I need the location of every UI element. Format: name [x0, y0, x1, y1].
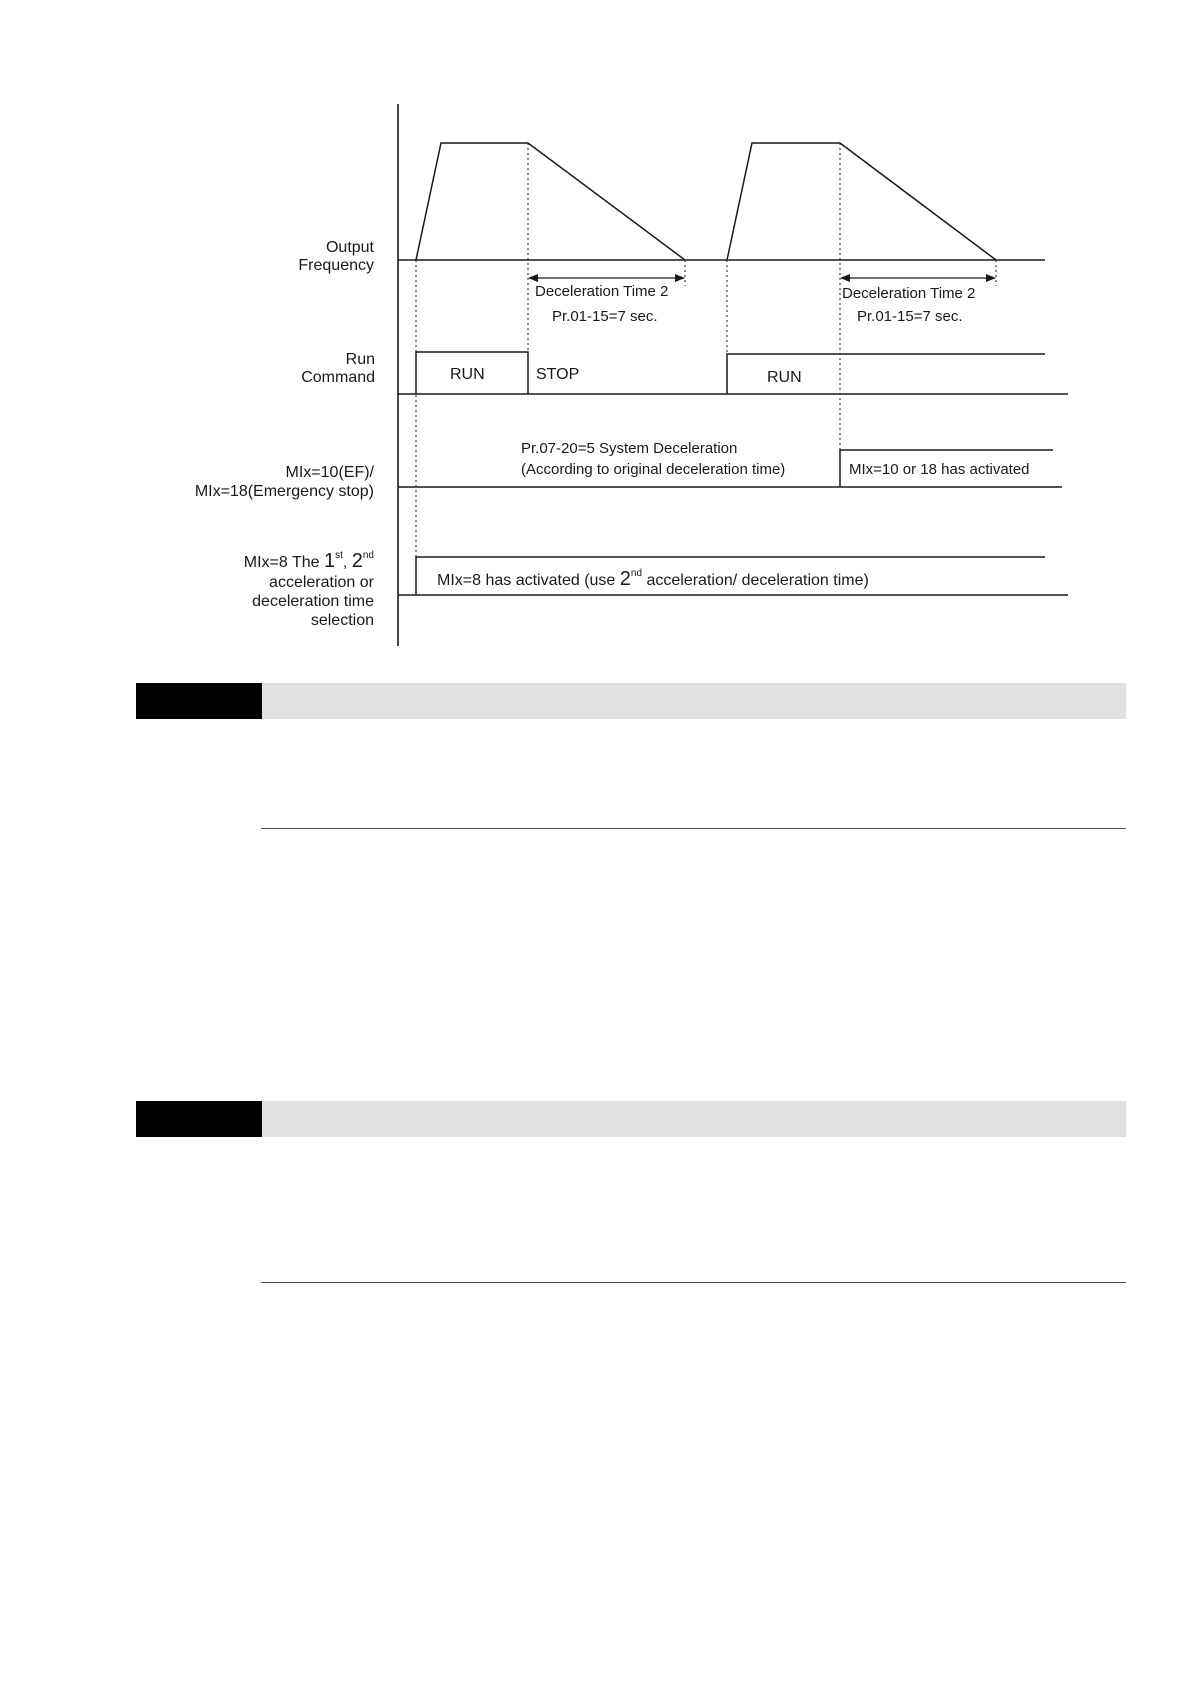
frequency-waveform-2 — [727, 143, 996, 260]
accel-activated-label — [437, 568, 869, 590]
decel-param-label-1: Pr.01-15=7 sec. — [552, 308, 658, 325]
accel-activated-num: 2 — [619, 568, 631, 590]
label-mix-accel-num2: 2 — [351, 550, 363, 572]
accel-activated-suffix: acceleration/ deceleration time) — [642, 572, 869, 589]
ef-activated-label: MIx=10 or 18 has activated — [849, 461, 1030, 478]
section-divider — [261, 1282, 1126, 1283]
run-label-1: RUN — [450, 366, 485, 383]
label-run-command-1: Run — [345, 351, 375, 368]
section-header-bar — [136, 1101, 1126, 1137]
accel-activated-sup: nd — [630, 568, 643, 579]
section-divider — [261, 828, 1126, 829]
label-mix-accel-3: deceleration time — [252, 593, 374, 610]
accel-activated-prefix: MIx=8 has activated (use — [437, 572, 620, 589]
stop-label: STOP — [536, 366, 580, 383]
label-mix-accel-comma: , — [342, 554, 352, 571]
label-output-frequency-1: Output — [325, 239, 374, 256]
label-mix-ef-1: MIx=10(EF)/ — [285, 464, 374, 481]
label-mix-accel-4: selection — [310, 612, 374, 629]
section-header-block — [136, 683, 262, 719]
label-mix-accel-prefix: MIx=8 The — [243, 554, 324, 571]
label-run-command-2: Command — [301, 369, 375, 386]
decel-param-label-2: Pr.01-15=7 sec. — [857, 308, 963, 325]
label-mix-accel-num1: 1 — [323, 550, 336, 572]
system-decel-line-2: (According to original deceleration time) — [521, 461, 786, 478]
label-mix-ef-2: MIx=18(Emergency stop) — [194, 483, 374, 500]
label-mix-accel-sup1: st — [335, 550, 343, 561]
system-decel-line-1: Pr.07-20=5 System Deceleration — [521, 440, 738, 457]
decel-time-label-2: Deceleration Time 2 — [842, 285, 976, 302]
timing-diagram — [0, 0, 1191, 660]
section-header-block — [136, 1101, 262, 1137]
label-mix-accel-1 — [244, 550, 374, 572]
label-mix-accel-sup2: nd — [362, 550, 374, 561]
run-label-2: RUN — [767, 369, 802, 386]
section-header-bar — [136, 683, 1126, 719]
label-output-frequency-2: Frequency — [298, 257, 374, 274]
frequency-waveform-1 — [416, 143, 685, 260]
label-mix-accel-2: acceleration or — [269, 574, 374, 591]
decel-time-label-1: Deceleration Time 2 — [535, 283, 669, 300]
